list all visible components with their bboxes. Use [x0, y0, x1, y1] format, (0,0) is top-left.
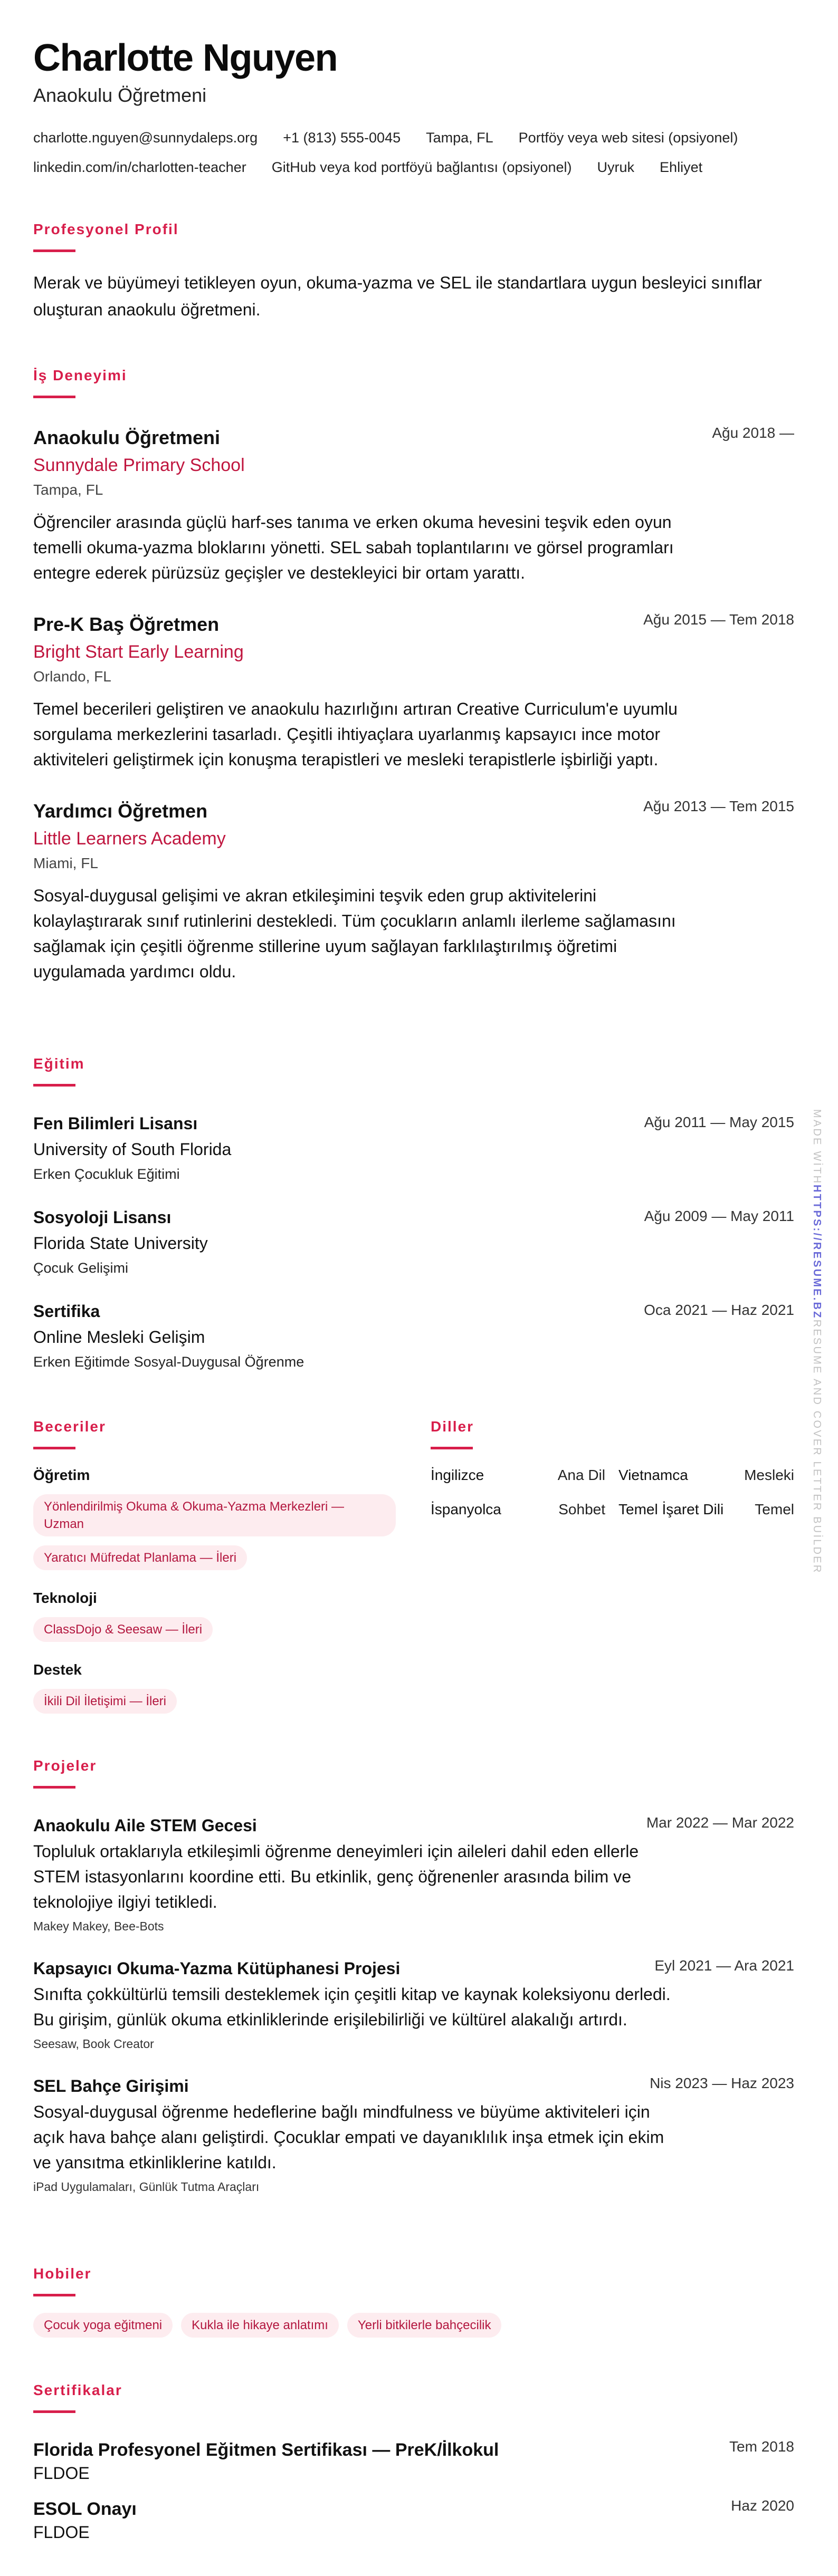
- job-title: Pre-K Baş Öğretmen: [33, 613, 220, 635]
- section-heading: Beceriler: [33, 1418, 106, 1435]
- education-entry: [33, 1113, 794, 1183]
- skill-group-label: Öğretim: [33, 1467, 90, 1483]
- language-name: İngilizce: [431, 1467, 484, 1483]
- section-heading: İş Deneyimi: [33, 367, 127, 383]
- skill-group-label: Teknoloji: [33, 1590, 97, 1606]
- language-level: Ana Dil: [557, 1467, 605, 1483]
- section-divider: [33, 249, 75, 252]
- institution: Florida State University: [33, 1234, 208, 1253]
- watermark-suffix: RESUME AND COVER LETTER BUİLDER: [811, 1319, 823, 1574]
- certification-title: ESOL Onayı: [33, 2499, 137, 2519]
- job-title: Anaokulu Öğretmeni: [33, 427, 221, 448]
- project-description: Topluluk ortaklarıyla etkileşimli öğrenme deneyimleri için aileleri dahil eden ellerle STEM istasyonlarını koordine etti. Bu etkinlik, genç öğrenenler arasında bilim ve teknolojiye ilgiyi tetikledi.: [33, 1842, 639, 1911]
- language-level: Mesleki: [744, 1467, 794, 1483]
- certification-issuer: FLDOE: [33, 2464, 90, 2483]
- company-name: Bright Start Early Learning: [33, 642, 244, 662]
- certification-entry: [33, 2497, 794, 2543]
- language-item: [618, 1466, 794, 1485]
- job-list: [33, 426, 794, 984]
- language-name: Temel İşaret Dili: [618, 1501, 724, 1517]
- field-of-study: Erken Eğitimde Sosyal-Duygusal Öğrenme: [33, 1354, 304, 1370]
- field-of-study: Erken Çocukluk Eğitimi: [33, 1166, 180, 1182]
- watermark-link[interactable]: HTTPS://RESUME.BZ: [811, 1185, 823, 1320]
- field-of-study: Çocuk Gelişimi: [33, 1260, 129, 1276]
- job-title-subtitle: Anaokulu Öğretmeni: [33, 84, 207, 106]
- project-dates: Nis 2023 — Haz 2023: [650, 2075, 794, 2091]
- job-dates: Ağu 2013 — Tem 2015: [643, 798, 794, 814]
- language-name: İspanyolca: [431, 1501, 501, 1517]
- contact-item[interactable]: linkedin.com/in/charlotten-teacher: [33, 159, 246, 175]
- skill-tags: [33, 1617, 403, 1642]
- contact-row-1: [33, 128, 794, 147]
- institution: Online Mesleki Gelişim: [33, 1328, 205, 1347]
- skill-tag: Yönlendirilmiş Okuma & Okuma-Yazma Merkezleri — Uzman: [33, 1494, 396, 1536]
- certification-issuer: FLDOE: [33, 2523, 90, 2542]
- profile-section: [33, 220, 794, 323]
- section-divider: [431, 1447, 473, 1449]
- section-heading: Eğitim: [33, 1055, 85, 1072]
- skill-group: [33, 1466, 403, 1570]
- certification-date: Tem 2018: [729, 2438, 794, 2455]
- certification-entry: [33, 2438, 794, 2484]
- project-list: [33, 1815, 794, 2195]
- language-name: Vietnamca: [618, 1467, 688, 1483]
- contact-row-2: [33, 158, 794, 177]
- job-entry: [33, 613, 794, 772]
- project-dates: Mar 2022 — Mar 2022: [646, 1814, 794, 1831]
- section-heading: Hobiler: [33, 2265, 92, 2282]
- contact-item[interactable]: Portföy veya web sitesi (opsiyonel): [518, 130, 738, 146]
- company-name: Sunnydale Primary School: [33, 455, 245, 475]
- skill-tag: İkili Dil İletişimi — İleri: [33, 1689, 177, 1714]
- skill-tag: Yaratıcı Müfredat Planlama — İleri: [33, 1545, 247, 1570]
- section-heading: Sertifikalar: [33, 2382, 122, 2398]
- contact-item[interactable]: charlotte.nguyen@sunnydaleps.org: [33, 130, 258, 146]
- section-divider: [33, 396, 75, 398]
- project-technologies: iPad Uygulamaları, Günlük Tutma Araçları: [33, 2180, 260, 2194]
- project-entry: [33, 1815, 794, 1935]
- job-location: Orlando, FL: [33, 668, 111, 685]
- education-dates: Ağu 2011 — May 2015: [644, 1114, 794, 1130]
- project-technologies: Seesaw, Book Creator: [33, 2037, 154, 2051]
- job-location: Miami, FL: [33, 855, 98, 871]
- education-entry: [33, 1301, 794, 1371]
- job-location: Tampa, FL: [33, 482, 103, 498]
- job-description: Öğrenciler arasında güçlü harf-ses tanıma ve erken okuma hevesini teşvik eden oyun temelli okuma-yazma bloklarını yönetti. SEL sabah toplantılarını ve görsel programları entegre ederek pürüzsüz geçişler ve destekleyici bir ortam yarattı.: [33, 513, 674, 582]
- profile-summary: Merak ve büyümeyi tetikleyen oyun, okuma-yazma ve SEL ile standartlara uygun besleyici sınıflar oluşturan anaokulu öğretmeni.: [33, 273, 762, 319]
- job-dates: Ağu 2015 — Tem 2018: [643, 611, 794, 628]
- projects-section: [33, 1756, 794, 2195]
- watermark-prefix: MADE WİTH: [811, 1109, 823, 1185]
- languages-column: [431, 1417, 794, 1714]
- skill-group: [33, 1589, 403, 1642]
- hobbies-section: [33, 2264, 794, 2338]
- language-list: [431, 1466, 794, 1519]
- section-divider: [33, 2294, 75, 2296]
- section-heading: Profesyonel Profil: [33, 221, 179, 237]
- section-heading: Diller: [431, 1418, 474, 1435]
- section-heading: Projeler: [33, 1757, 97, 1774]
- hobby-tag: Kukla ile hikaye anlatımı: [181, 2313, 339, 2338]
- skill-groups: [33, 1466, 403, 1714]
- certification-date: Haz 2020: [731, 2497, 794, 2514]
- experience-section: [33, 366, 794, 984]
- project-title: Kapsayıcı Okuma-Yazma Kütüphanesi Projesi: [33, 1959, 401, 1978]
- hobby-tag: Yerli bitkilerle bahçecilik: [347, 2313, 502, 2338]
- education-entry: [33, 1207, 794, 1277]
- job-entry: [33, 426, 794, 585]
- job-title: Yardımcı Öğretmen: [33, 800, 208, 822]
- project-entry: [33, 1958, 794, 2052]
- skill-tags: [33, 1494, 403, 1570]
- language-item: [618, 1500, 794, 1519]
- section-divider: [33, 2410, 75, 2413]
- candidate-name: Charlotte Nguyen: [33, 37, 338, 79]
- section-divider: [33, 1447, 75, 1449]
- project-title: SEL Bahçe Girişimi: [33, 2077, 189, 2096]
- project-technologies: Makey Makey, Bee-Bots: [33, 1919, 164, 1933]
- language-level: Sohbet: [558, 1501, 605, 1517]
- education-dates: Oca 2021 — Haz 2021: [644, 1302, 794, 1318]
- section-divider: [33, 1084, 75, 1087]
- project-entry: [33, 2075, 794, 2195]
- skill-tag: ClassDojo & Seesaw — İleri: [33, 1617, 213, 1642]
- language-level: Temel: [755, 1501, 794, 1517]
- degree: Sosyoloji Lisansı: [33, 1208, 172, 1227]
- watermark: [811, 1109, 823, 1574]
- project-description: Sınıfta çokkültürlü temsili desteklemek için çeşitli kitap ve kaynak koleksiyonu derledi. Bu girişim, günlük okuma etkinliklerinde erişilebilirliği ve kültürel alakalığı artırdı.: [33, 1985, 671, 2029]
- section-divider: [33, 1786, 75, 1789]
- language-item: [431, 1500, 605, 1519]
- company-name: Little Learners Academy: [33, 829, 226, 849]
- project-description: Sosyal-duygusal öğrenme hedeflerine bağlı mindfulness ve büyüme aktiviteleri için açık hava bahçe alanı geliştirdi. Çocuklar empati ve dayanıklılık inşa etmek için ekim ve yansıtma etkinliklerine katıldı.: [33, 2102, 664, 2172]
- skills-column: [33, 1417, 403, 1714]
- contact-item[interactable]: Tampa, FL: [426, 130, 493, 146]
- degree: Fen Bilimleri Lisansı: [33, 1114, 198, 1133]
- certifications-section: [33, 2381, 794, 2543]
- education-dates: Ağu 2009 — May 2011: [644, 1208, 794, 1224]
- contact-item[interactable]: GitHub veya kod portföyü bağlantısı (opsiyonel): [271, 159, 572, 175]
- skill-group-label: Destek: [33, 1661, 82, 1678]
- job-dates: Ağu 2018 —: [712, 425, 794, 441]
- certification-list: [33, 2438, 794, 2543]
- education-list: [33, 1113, 794, 1371]
- contact-item[interactable]: Ehliyet: [660, 159, 703, 175]
- contact-item[interactable]: +1 (813) 555-0045: [283, 130, 401, 146]
- language-item: [431, 1466, 605, 1485]
- institution: University of South Florida: [33, 1140, 232, 1159]
- hobby-tag: Çocuk yoga eğitmeni: [33, 2313, 173, 2338]
- education-section: [33, 1054, 794, 1371]
- job-entry: [33, 800, 794, 984]
- project-dates: Eyl 2021 — Ara 2021: [654, 1957, 794, 1974]
- certification-title: Florida Profesyonel Eğitmen Sertifikası — PreK/İlkokul: [33, 2440, 499, 2460]
- job-description: Temel becerileri geliştiren ve anaokulu hazırlığını artıran Creative Curriculum'e uyumlu sorgulama merkezlerini tasarladı. Çeşitli ihtiyaçlara uyarlanmış kapsayıcı ince motor aktiviteleri geliştirmek için konuşma terapistleri ve mesleki terapistlerle işbirliği yaptı.: [33, 699, 678, 769]
- contact-item[interactable]: Uyruk: [597, 159, 635, 175]
- project-title: Anaokulu Aile STEM Gecesi: [33, 1816, 257, 1835]
- skill-tags: [33, 1689, 403, 1714]
- skill-group: [33, 1660, 403, 1714]
- hobby-tags: [33, 2313, 794, 2338]
- skills-languages-section: [33, 1417, 794, 1714]
- degree: Sertifika: [33, 1302, 100, 1321]
- job-description: Sosyal-duygusal gelişimi ve akran etkileşimini teşvik eden grup aktivitelerini kolaylaştırarak sınıf rutinlerini destekledi. Tüm çocukların anlamlı ilerleme sağlamasını sağlamak için çeşitli öğrenme stillerine uyum sağlayan farklılaştırılmış öğretimi uygulamada yardımcı oldu.: [33, 886, 676, 981]
